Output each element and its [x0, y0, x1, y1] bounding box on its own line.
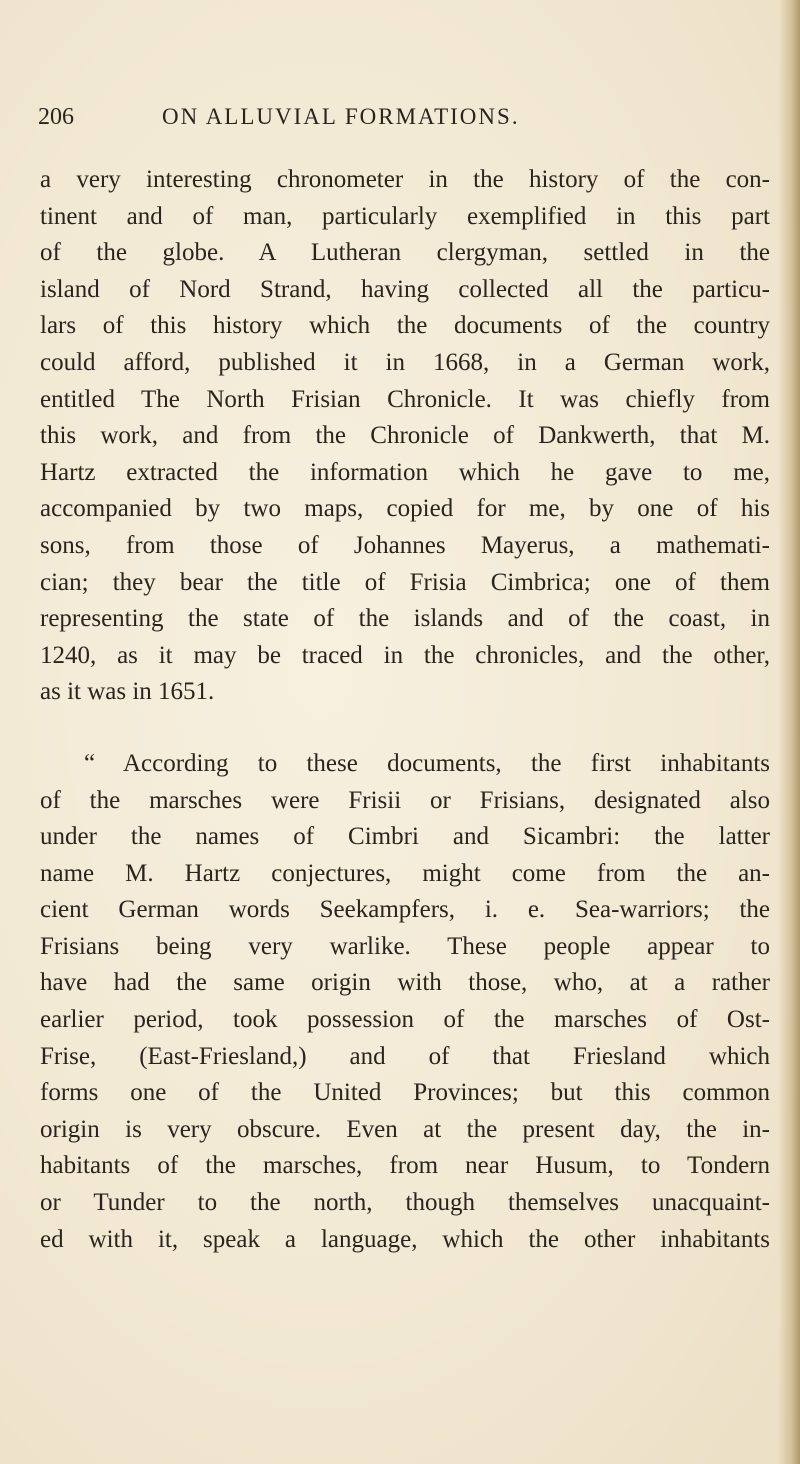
- text-line: “ According to these documents, the first inhabitants: [84, 749, 770, 777]
- page-number: 206: [38, 104, 74, 130]
- text-line: forms one of the United Provinces; but this common: [40, 1079, 770, 1107]
- text-line: name M. Hartz conjectures, might come from the an-: [40, 859, 770, 887]
- text-line: of the globe. A Lutheran clergyman, settled in the: [40, 239, 770, 267]
- text-line: earlier period, took possession of the marsches of Ost-: [40, 1006, 770, 1034]
- text-line: 1240, as it may be traced in the chronicles, and the other,: [40, 641, 770, 669]
- text-line: cian; they bear the title of Frisia Cimbrica; one of them: [40, 568, 770, 596]
- running-title: ON ALLUVIAL FORMATIONS.: [162, 104, 520, 129]
- text-line: a very interesting chronometer in the history of the con-: [40, 166, 770, 193]
- text-line: representing the state of the islands and of the coast, in: [40, 605, 770, 633]
- body-text: [40, 162, 770, 1258]
- text-line: entitled The North Frisian Chronicle. It was chiefly from: [40, 385, 770, 413]
- text-line: under the names of Cimbri and Sicambri: the latter: [40, 823, 770, 851]
- text-line: origin is very obscure. Even at the present day, the in-: [40, 1115, 770, 1143]
- text-line: Frisians being very warlike. These people appear to: [40, 932, 770, 960]
- text-line: lars of this history which the documents of the country: [40, 312, 770, 340]
- text-line: could afford, published it in 1668, in a German work,: [40, 348, 770, 376]
- text-line: habitants of the marsches, from near Husum, to Tondern: [40, 1152, 770, 1180]
- paragraph-gap: [40, 711, 770, 746]
- text-line: cient German words Seekampfers, i. e. Sea-warriors; the: [40, 896, 770, 924]
- page-header: [38, 104, 778, 144]
- text-line: island of Nord Strand, having collected all the particu-: [40, 275, 770, 303]
- text-line: accompanied by two maps, copied for me, by one of his: [40, 495, 770, 523]
- text-line: sons, from those of Johannes Mayerus, a mathemati-: [40, 531, 770, 559]
- text-line: tinent and of man, particularly exemplified in this part: [40, 202, 770, 230]
- text-line: this work, and from the Chronicle of Dankwerth, that M.: [40, 422, 770, 450]
- paragraph-1: [40, 162, 770, 711]
- page-edge-shadow: [778, 0, 800, 1464]
- paragraph-2: [40, 746, 770, 1258]
- text-line: Frise, (East-Friesland,) and of that Friesland which: [40, 1042, 770, 1070]
- text-line: have had the same origin with those, who, at a rather: [40, 969, 770, 997]
- text-line: Hartz extracted the information which he gave to me,: [40, 458, 770, 486]
- text-line: or Tunder to the north, though themselves unacquaint-: [40, 1189, 770, 1217]
- text-line: as it was in 1651.: [40, 678, 215, 706]
- text-line: ed with it, speak a language, which the other inhabitants: [40, 1225, 770, 1253]
- text-line: of the marsches were Frisii or Frisians, designated also: [40, 786, 770, 814]
